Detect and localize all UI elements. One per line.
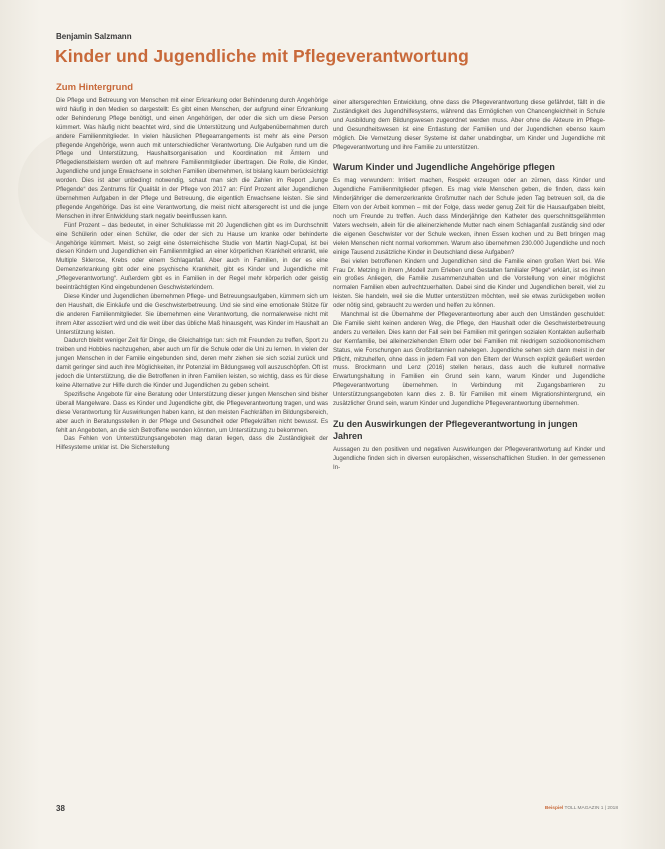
- paragraph: Manchmal ist die Übernahme der Pflegeverantwortung aber auch den Umständen geschuldet: Die Familie sieht keinen anderen Weg, die Pflege, den Haushalt oder die Geschwisterbetreuung anders zu verteilen. Dies kann der Fall sein bei Familien mit geringen sozialen Kontakten außerhalb der Kernfamilie, bei alleinerziehenden Eltern oder bei Familien mit niedrigem sozioökonomischem Status, wie Forschungen aus Großbritannien nahelegen. Jugendliche sehen sich dann meist in der Pflicht, mitzuhelfen, ohne dass in jedem Fall von den Eltern der Wunsch explizit geäußert werden muss. Brockmann und Lenz (2016) stellen heraus, dass auch die kulturell normative Erwartungshaltung in Familien ein Grund sein kann, warum Kinder und Jugendliche Pflegeverantwortung übernehmen. In Verbindung mit Zugangsbarrieren zu Unterstützungsangeboten kann dies z. B. für Familien mit einem Migrationshintergrund, ein zusätzlicher Grund sein, warum Kinder und Jugendliche Pflegeverantwortung übernehmen.: [333, 311, 605, 408]
- paragraph: Die Pflege und Betreuung von Menschen mit einer Erkrankung oder Behinderung durch Angehörige wird häufig in den Medien so dargestellt: Es gibt einen Menschen, der aufgrund einer Erkrankung oder Behinderung Pflege benötigt, und einen Angehörigen, der oder die sich um diese Person kümmert. Was häufig nicht beachtet wird, sind die Unterstützung und Aufgabenübernahmen durch andere Familienmitglieder. In vielen häuslichen Pflegearrangements ist mehr als eine Person pflegende Angehörige, wenn auch mit unterschiedlicher Verantwortung. Die Aufgaben rund um die Pflege und Unterstützung, Haushaltsorganisation und Koordination mit Ämtern und Pflegedienstleistern werden oft auf mehrere Familienmitglieder übertragen. Die Rolle, die Kinder, Jugendliche und junge Erwachsene in solchen Familien übernehmen, ist bislang kaum berücksichtigt worden. Dies ist aber unbedingt notwendig, schaut man sich die Zahlen im Report „Junge Pflegende“ des Zentrums für Qualität in der Pflege von 2017 an: Fünf Prozent aller Jugendlichen übernehmen Aufgaben in der Pflege und Betreuung, die eigentlich Erwachsene leisten. Sie sind pflegende Angehörige. Das ist eine Verantwortung, die meist nicht altersgerecht ist und die junge Menschen in ihrer Entwicklung stark negativ beeinflussen kann.: [56, 97, 329, 220]
- paragraph: Diese Kinder und Jugendlichen übernehmen Pflege- und Betreuungsaufgaben, kümmern sich um den Haushalt, die Einkäufe und die Geschwisterbetreuung. Und sie sind eine emotionale Stütze für die anderen Familienmitglieder. Sie übernehmen eine Verantwortung, die normalerweise nicht mit ihrem Alter assoziiert wird und die weit über das übliche Maß hinausgeht, was Kinder im Haushalt an Unterstützung leisten.: [56, 292, 328, 336]
- paragraph: Spezifische Angebote für eine Beratung oder Unterstützung dieser jungen Menschen sind bisher überall Mangelware. Dass es Kinder und Jugendliche gibt, die Pflegeverantwortung tragen, und was diese Verantwortung für Auswirkungen haben kann, ist den meisten Fachkräften im Bildungsbereich, aber auch in Beratungsstellen in der Pflege und Gesundheit oder Pflegekräften nicht bewusst. Es fehlt an Angeboten, an die sich Betroffene wenden könnten, um Unterstützung zu bekommen.: [56, 390, 328, 434]
- paragraph: Bei vielen betroffenen Kindern und Jugendlichen sind die Familie einen großen Wert bei. Wie Frau Dr. Metzing in ihrem „Modell zum Erleben und Gestalten familialer Pflege“ erklärt, ist es ihnen ein großes Anliegen, die Familie zusammenzuhalten und die Vorstellung von einer möglichst normalen Familien eben aufrechtzuerhalten. Dabei sind die Kinder und Jugendlichen bereit, viel zu leisten. Sie handeln, weil sie die Mutter unterstützen möchten, weil sie etwas zurückgeben wollen oder nötig sind, gebraucht zu werden und helfen zu können.: [333, 257, 605, 310]
- paragraph: Aussagen zu den positiven und negativen Auswirkungen der Pflegeverantwortung auf Kinder und Jugendliche finden sich in diversen europäischen, wissenschaftlichen Studien. In der gemessenen In-: [333, 446, 605, 471]
- paragraph: Es mag verwundern: Irritiert machen, Respekt erzeugen oder an zürnen, dass Kinder und Jugendliche Familienmitglieder pflegen. Es mag viele Menschen geben, die finden, dass kein Minderjähriger die demenzerkrankte Großmutter nach der Schule jeden Tag betreuen soll, da die Eltern von der Arbeit kommen – mit der Folge, dass weder genug Zeit für die Hausaufgaben bleibt, noch um Freunde zu treffen. Auch dass Minderjährige den Katheter des querschnittsgelähmten Vaters wechseln, allein für die alleinerziehende Mutter nach einem Schlaganfall zuständig sind oder die eigenen Geschwister vor der Schule wecken, ihnen Essen kochen und zu Bett bringen mag vielen Menschen nicht normal vorkommen. Warum also übernehmen 230.000 Jugendliche und noch einige Tausend zusätzliche Kinder in Deutschland diese Aufgaben?: [333, 177, 605, 256]
- section-heading-background: Zum Hintergrund: [56, 82, 134, 93]
- paragraph: einer altersgerechten Entwicklung, ohne dass die Pflegeverantwortung diese gefährdet, fällt in die Zuständigkeit des Jugendhilfesystems, während das Ermöglichen von Chancengleichheit in Schule und Ausbildung dem Bildungswesen zugeordnet werden muss. Aber ohne die Akteure im Pflege- und Gesundheitswesen ist eine Entlastung der Familien und der Jugendlichen ebenso kaum möglich. Die Vernetzung dieser Systeme ist daher unabdingbar, um Kinder und Jugendliche mit Pflegeverantwortung und ihre Familie zu unterstützen.: [333, 99, 605, 151]
- text-column-right: [333, 99, 605, 473]
- section-heading-effects: Zu den Auswirkungen der Pflegeverantwortung in jungen Jahren: [333, 419, 578, 441]
- magazine-footer: [545, 806, 618, 811]
- paragraph: Das Fehlen von Unterstützungsangeboten mag daran liegen, dass die Zuständigkeit der Hilfesysteme unklar ist. Die Sicherstellung: [56, 435, 328, 452]
- paragraph: Fünf Prozent – das bedeutet, in einer Schulklasse mit 20 Jugendlichen gibt es im Durchschnitt eine Schülerin oder einen Schüler, die oder der sich zu Hause um kranke oder behinderte Angehörige kümmert. Meist, so zeigt eine österreichische Studie von Martin Nagl-Cupal, ist bei diesen Kindern und Jugendlichen ein Familienmitglied an einer körperlichen Krankheit erkrankt, wie Multiple Sklerose, Krebs oder einem Schlaganfall. Aber auch in Familien, in der es eine Demenzerkrankung gibt oder eine psychische Krankheit, gibt es Kinder und Jugendliche mit „Pflegeverantwortung“. Außerdem gibt es in Familien in der Regel mehr körperlich oder geistig beeinträchtigten Kind eingebundenen Geschwisterkindern.: [56, 221, 328, 292]
- section-heading-why: Warum Kinder und Jugendliche Angehörige pflegen: [333, 162, 555, 173]
- text-column-left: [56, 82, 328, 453]
- author-name: Benjamin Salzmann: [56, 32, 132, 41]
- paragraph: Dadurch bleibt weniger Zeit für Dinge, die Gleichaltrige tun: sich mit Freunden zu treffen, Sport zu treiben und Hobbies nachzugehen, aber auch um für die Schule oder die Uni zu lernen. In vielen der jungen Menschen in der Familie eingebunden sind, deren mehr ziehen sie sich sozial zurück und damit geringer sind auch ihre Möglichkeiten, ihr Potenzial im Bildungsweg voll auszuschöpfen. Oft ist jedoch die Unterstützung, die die Betroffenen in ihren Familien leisten, so wichtig, dass es für diese keine Alternative zur Hilfe durch die Kinder und Jugendlichen zu geben scheint.: [56, 337, 328, 389]
- article-title: Kinder und Jugendliche mit Pflegeverantwortung: [55, 46, 469, 66]
- magazine-brand: Beispiel: [544, 806, 564, 811]
- magazine-issue: TOLL MAGAZIN 1 | 2018: [564, 806, 618, 811]
- page-number: 38: [56, 804, 65, 813]
